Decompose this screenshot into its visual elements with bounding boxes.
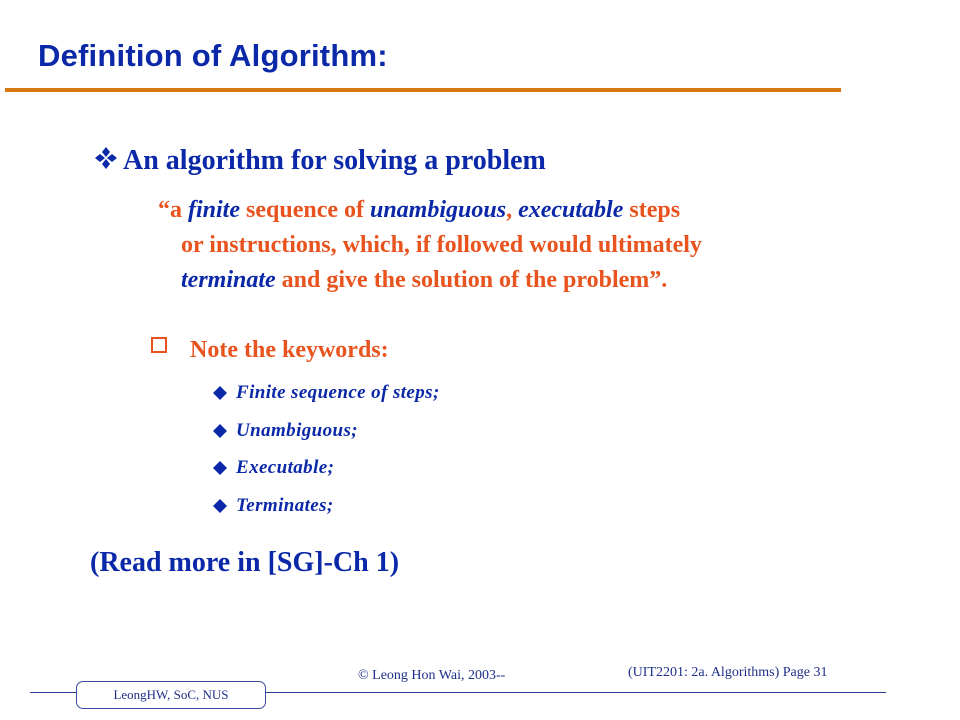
quote-open-text: “a (158, 197, 188, 223)
keyword-item: Executable; (236, 457, 335, 478)
diamond-bullet-icon (213, 424, 227, 438)
keyword-item: Unambiguous; (236, 420, 359, 441)
quote-text: , (506, 197, 519, 223)
note-heading: Note the keywords: (190, 337, 389, 363)
four-diamond-bullet-icon (94, 146, 118, 170)
definition-line-1 (158, 197, 680, 224)
keyword-unambiguous: unambiguous (369, 197, 507, 223)
keyword-item: Terminates; (236, 495, 334, 516)
slide-title: Definition of Algorithm: (38, 38, 388, 73)
keyword-terminate: terminate (181, 267, 276, 293)
quote-text: steps (623, 197, 681, 223)
diamond-bullet-icon (213, 386, 227, 400)
main-point: An algorithm for solving a problem (123, 145, 546, 176)
definition-line-3 (181, 267, 667, 294)
keyword-executable: executable (518, 197, 624, 223)
quote-text: sequence of (240, 197, 370, 223)
diamond-bullet-icon (213, 499, 227, 513)
definition-line-2: or instructions, which, if followed would ultimately (181, 232, 702, 258)
quote-text: and give the solution of the problem”. (275, 267, 668, 293)
square-bullet-icon (151, 337, 167, 353)
author-box: LeongHW, SoC, NUS (76, 681, 266, 709)
diamond-bullet-icon (213, 461, 227, 475)
title-underline (5, 88, 841, 92)
page-info: (UIT2201: 2a. Algorithms) Page 31 (628, 665, 828, 680)
copyright-text: © Leong Hon Wai, 2003-- (358, 668, 506, 683)
keyword-item: Finite sequence of steps; (236, 382, 440, 403)
read-more-note: (Read more in [SG]-Ch 1) (90, 547, 400, 578)
keyword-finite: finite (188, 197, 240, 223)
